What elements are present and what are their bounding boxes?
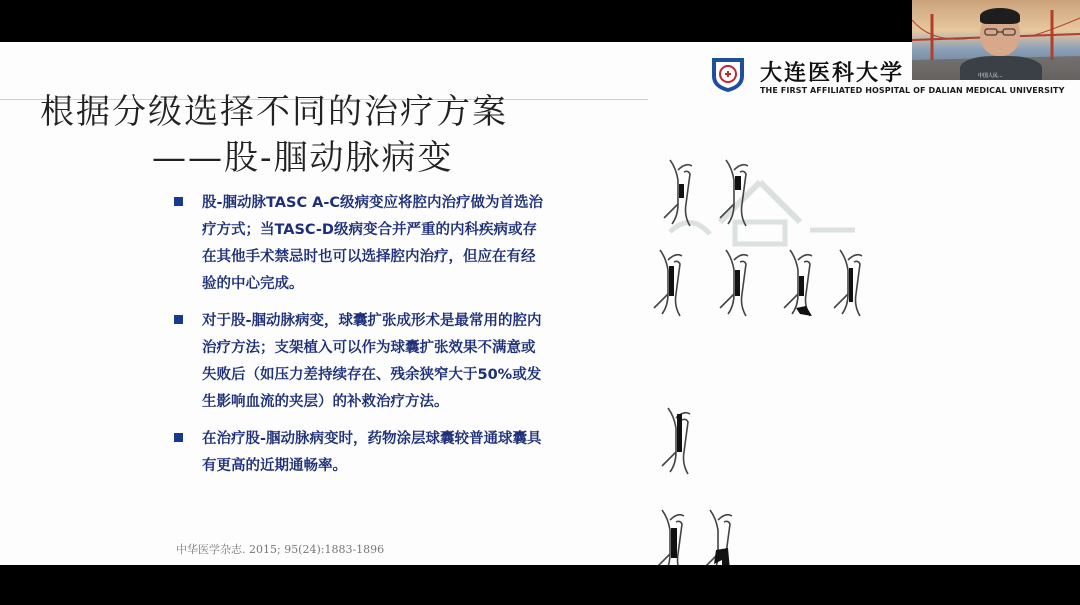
bullet-item [174,190,544,298]
square-bullet-icon [174,315,183,324]
artery-diagram [664,160,692,226]
hospital-english-name: THE FIRST AFFILIATED HOSPITAL OF DALIAN MEDICAL UNIVERSITY [760,86,1065,95]
participant-hair [980,8,1020,24]
slide-title-line1: 根据分级选择不同的治疗方案 [40,92,508,132]
bullet-text: 股-腘动脉TASC A-C级病变应将腔内治疗做为首选治疗方式；当TASC-D级病变合并严重的内科疾病或存在其他手术禁忌时也可以选择腔内治疗，但应在有经验的中心完成。 [202,195,544,292]
artery-diagram [784,250,812,316]
university-name: 大连医科大学 [760,60,905,86]
artery-diagram [654,250,682,316]
bullet-text: 对于股-腘动脉病变，球囊扩张成形术是最常用的腔内治疗方法；支架植入可以作为球囊扩张效果不满意或失败后（如压力差持续存在、残余狭窄大于50%或发生影响血流的夹层）的补救治疗方法。 [202,313,542,410]
square-bullet-icon [174,433,183,442]
glasses-icon [984,28,1016,36]
citation-reference: 中华医学杂志. 2015; 95(24):1883-1896 [176,543,385,556]
artery-diagram [720,250,748,316]
webcam-video-tile[interactable] [912,0,1080,80]
artery-diagram [656,510,684,565]
bullet-item [174,308,544,416]
university-seal-icon [708,54,748,94]
artery-diagram [704,510,732,565]
artery-diagram [720,160,748,226]
femoropopliteal-lesion-diagrams [640,150,880,565]
square-bullet-icon [174,197,183,206]
artery-diagram [662,408,690,474]
bullet-list [174,190,544,490]
bullet-text: 在治疗股-腘动脉病变时，药物涂层球囊较普通球囊具有更高的近期通畅率。 [202,431,542,474]
participant-name-label: 中国人民... [978,73,1003,79]
presentation-slide [0,42,1080,565]
slide-title-line2: ——股-腘动脉病变 [152,138,454,178]
bullet-item [174,426,544,480]
bottom-letterbox [0,565,1080,605]
artery-diagram [834,250,862,316]
